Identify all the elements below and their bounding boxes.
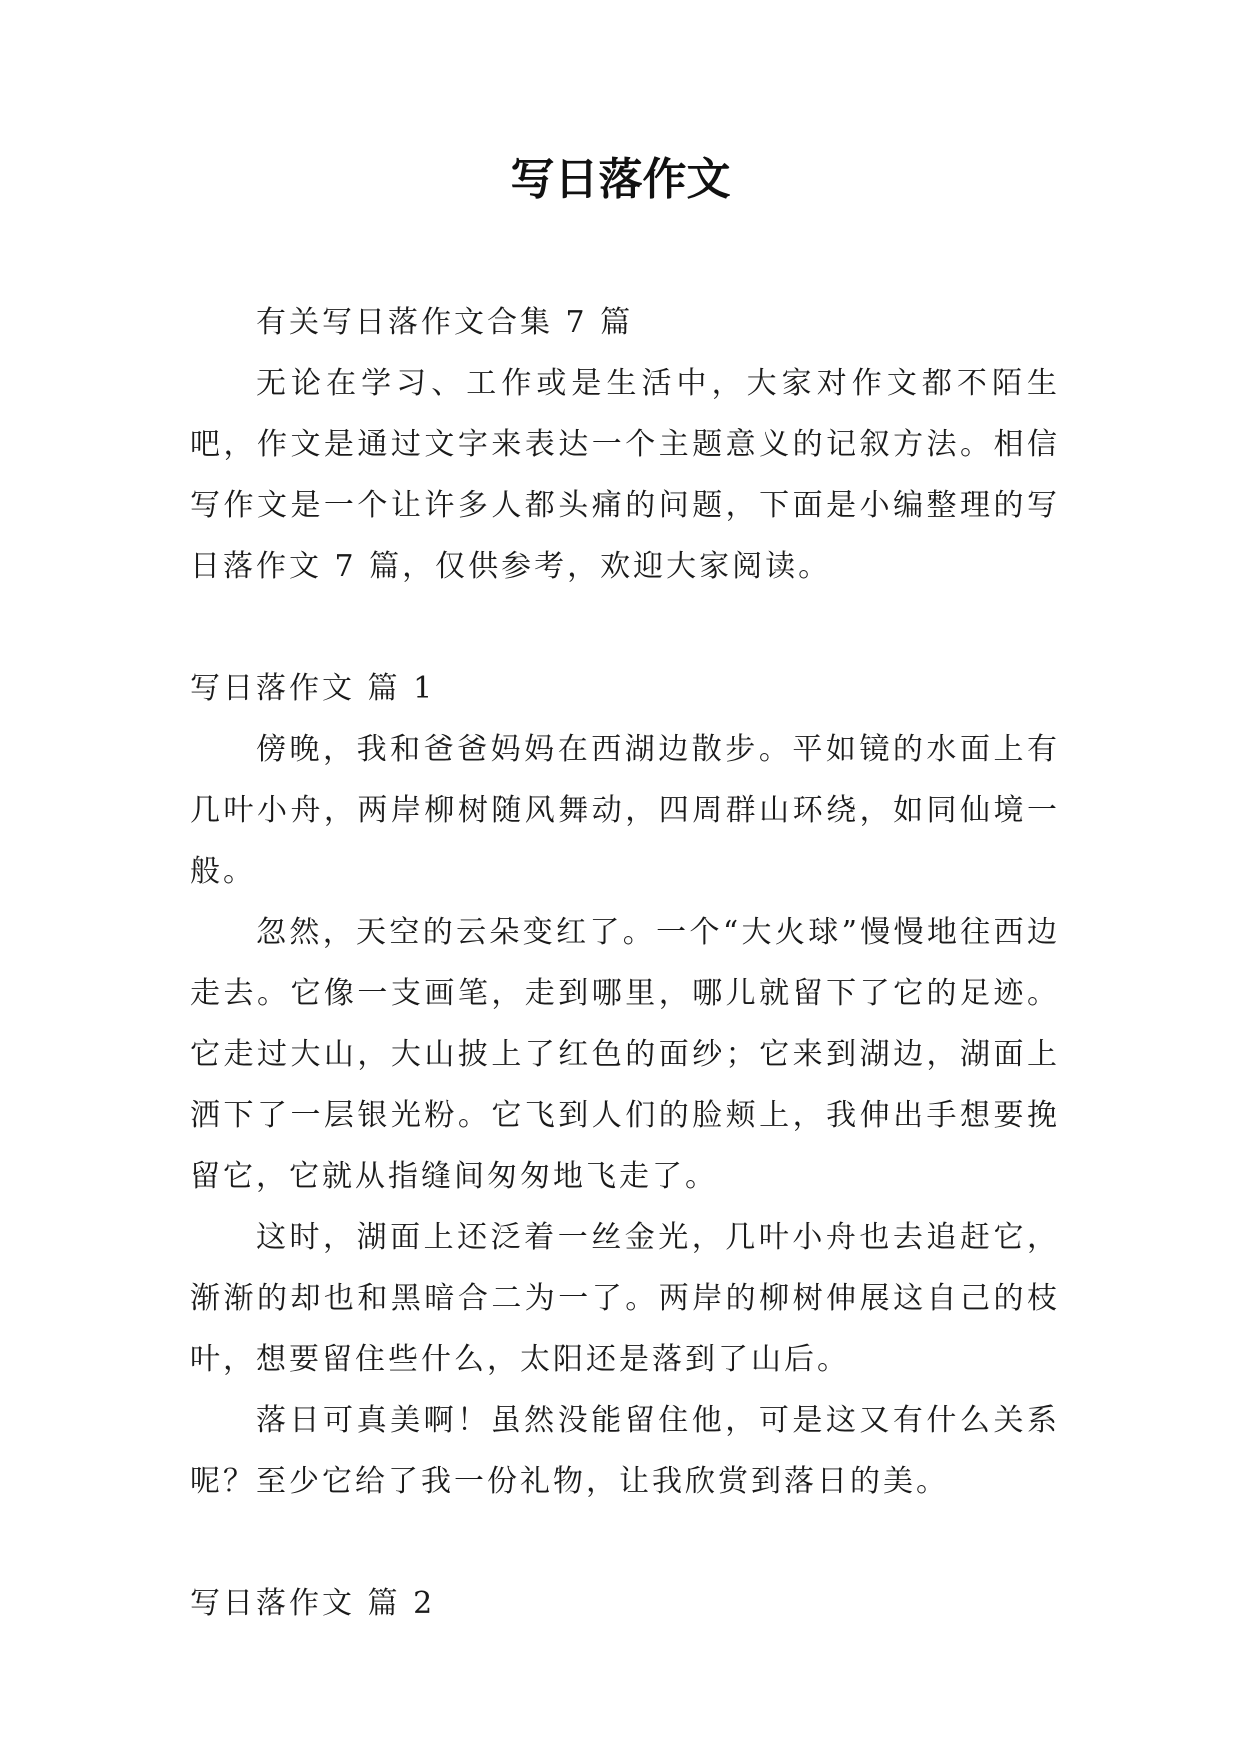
section-heading-1: 写日落作文 篇 1	[190, 671, 436, 706]
intro-paragraph: 无论在学习、工作或是生活中，大家对作文都不陌生吧，作文是通过文字来表达一个主题意义的记叙方法。相信写作文是一个让许多人都头痛的问题，下面是小编整理的写日落作文 7 篇，仅供参考，欢迎大家阅读。	[190, 366, 1060, 584]
section-heading-2: 写日落作文 篇 2	[190, 1586, 436, 1621]
document-body	[190, 292, 1060, 1634]
document-subtitle: 有关写日落作文合集 7 篇	[256, 305, 634, 340]
section-1-paragraph-2: 忽然，天空的云朵变红了。一个“大火球”慢慢地往西边走去。它像一支画笔，走到哪里，哪儿就留下了它的足迹。它走过大山，大山披上了红色的面纱；它来到湖边，湖面上洒下了一层银光粉。它飞到人们的脸颊上，我伸出手想要挽留它，它就从指缝间匆匆地飞走了。	[190, 915, 1060, 1194]
section-1-paragraph-1: 傍晚，我和爸爸妈妈在西湖边散步。平如镜的水面上有几叶小舟，两岸柳树随风舞动，四周群山环绕，如同仙境一般。	[190, 732, 1060, 889]
document-title: 写日落作文	[510, 154, 731, 205]
section-1-paragraph-3: 这时，湖面上还泛着一丝金光，几叶小舟也去追赶它，渐渐的却也和黑暗合二为一了。两岸的柳树伸展这自己的枝叶，想要留住些什么，太阳还是落到了山后。	[190, 1220, 1060, 1377]
section-1-paragraph-4: 落日可真美啊！虽然没能留住他，可是这又有什么关系呢？至少它给了我一份礼物，让我欣赏到落日的美。	[190, 1403, 1060, 1499]
